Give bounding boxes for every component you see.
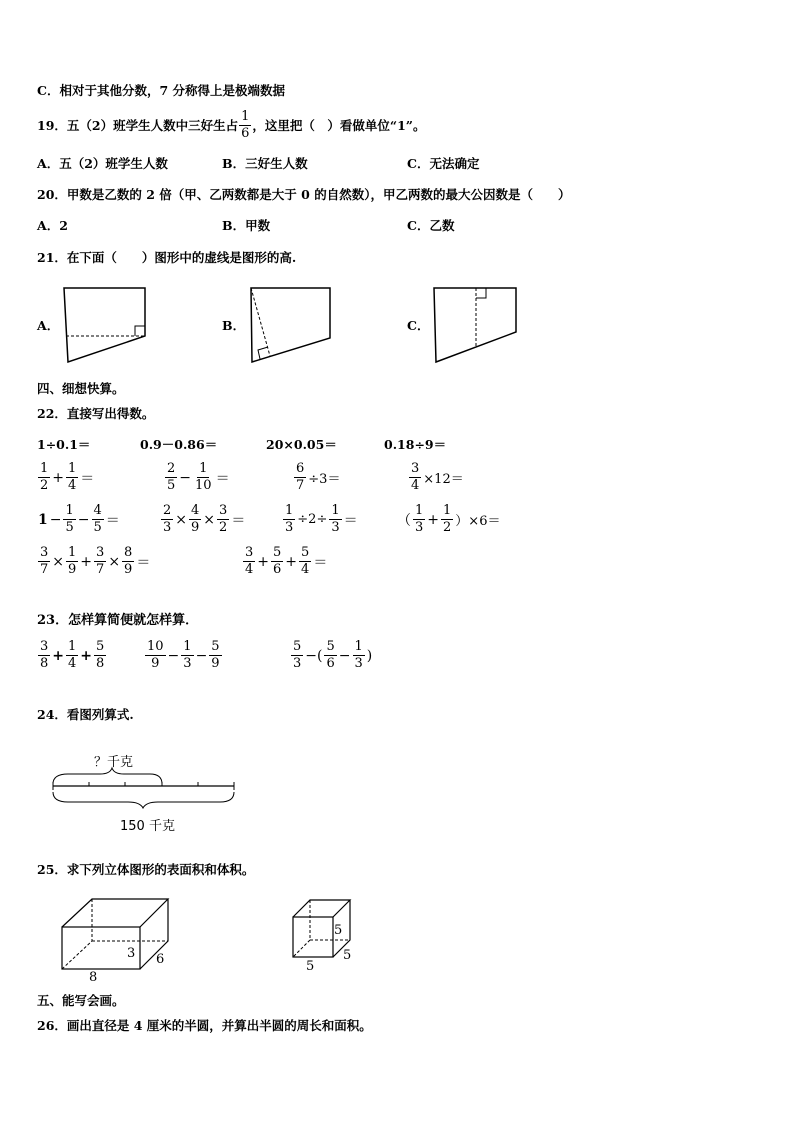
- q22-row4-expr2: $\frac{3}{4}$ + $\frac{5}{6}$ + $\frac{5}{4}$ ＝: [245, 545, 328, 577]
- q25-cube-height: 5: [334, 923, 343, 938]
- q21-figure-a: [60, 284, 152, 366]
- q24-segment-diagram: [48, 766, 240, 814]
- q23-expr1: $\frac{3}{8}$ + $\frac{1}{4}$ + $\frac{5}{8}$: [40, 639, 105, 671]
- q20-stem: 20．甲数是乙数的 2 倍（甲、乙两数都是大于 0 的自然数），甲乙两数的最大公因数是（ ）: [37, 187, 571, 202]
- q21-label-c: C．: [407, 318, 430, 333]
- q22-row3-expr3: $\frac{1}{3}$ ÷2÷ $\frac{1}{3}$ ＝: [285, 503, 358, 535]
- q25-cube-width: 5: [343, 948, 352, 963]
- q24-top-label: ？千克: [94, 755, 134, 770]
- q25-cuboid-length: 8: [89, 970, 98, 985]
- q22-row2-expr1: $\frac{1}{2}$ + $\frac{1}{4}$ ＝: [40, 461, 95, 493]
- q19-frac-den: 6: [241, 126, 250, 141]
- q22-row2-expr2: $\frac{2}{5}$ − $\frac{1}{10}$ ＝: [167, 461, 230, 493]
- q22-row4-expr1: $\frac{3}{7}$ × $\frac{1}{9}$ + $\frac{3}{7}$ × $\frac{8}{9}$ ＝: [40, 545, 151, 577]
- q22-stem: 22．直接写出得数。: [37, 406, 155, 421]
- q22-row3-expr4: （ $\frac{1}{3}$ + $\frac{1}{2}$ ）×6＝: [397, 503, 501, 535]
- q21-label-a: A．: [37, 318, 60, 333]
- q23-expr2: $\frac{10}{9}$ − $\frac{1}{3}$ − $\frac{5}{9}$: [147, 639, 220, 671]
- q22-row1-item1: 1÷0.1＝: [37, 437, 91, 452]
- q21-stem: 21．在下面（ ）图形中的虚线是图形的高.: [37, 250, 297, 265]
- q23-expr3: $\frac{5}{3}$ −( $\frac{5}{6}$ − $\frac{1}{3}$ ): [293, 639, 373, 671]
- q22-row3-expr2: $\frac{2}{3}$ × $\frac{4}{9}$ × $\frac{3}{2}$ ＝: [163, 503, 246, 535]
- q19-stem: [37, 110, 425, 141]
- q20-option-b: B．甲数: [222, 218, 271, 233]
- q21-label-b: B．: [222, 318, 246, 333]
- q19-frac-num: 1: [241, 109, 250, 124]
- q19-option-a: A．五（2）班学生人数: [37, 156, 168, 171]
- q25-stem: 25．求下列立体图形的表面积和体积。: [37, 862, 255, 877]
- q26-stem: 26．画出直径是 4 厘米的半圆，并算出半圆的周长和面积。: [37, 1018, 372, 1033]
- q19-option-b: B．三好生人数: [222, 156, 308, 171]
- section-5-heading: 五、能写会画。: [37, 993, 125, 1008]
- section-4-heading: 四、细想快算。: [37, 381, 125, 396]
- q18-option-c: C．相对于其他分数，7 分称得上是极端数据: [37, 83, 285, 98]
- q24-bottom-label: 150 千克: [120, 819, 175, 834]
- q22-row3-expr1: 1 − $\frac{1}{5}$ − $\frac{4}{5}$ ＝: [38, 503, 120, 535]
- q19-option-c: C．无法确定: [407, 156, 480, 171]
- q25-cube-length: 5: [306, 959, 315, 974]
- q19-stem-after: ，这里把（ ）看做单位“1”。: [252, 117, 426, 133]
- q22-row1-item3: 20×0.05＝: [266, 437, 337, 452]
- q22-row2-expr3: $\frac{6}{7}$ ÷3＝: [296, 461, 341, 493]
- q19-stem-before: 19．五（2）班学生人数中三好生占: [37, 117, 239, 133]
- q22-row1-item4: 0.18÷9＝: [384, 437, 447, 452]
- q24-stem: 24．看图列算式.: [37, 707, 134, 722]
- q21-figure-c: [430, 284, 522, 368]
- q22-row1-item2: 0.9－0.86＝: [140, 437, 218, 452]
- q21-figure-b: [246, 284, 336, 368]
- q25-cuboid-width: 6: [156, 952, 165, 967]
- q25-cuboid-height: 3: [127, 946, 136, 961]
- q20-option-c: C．乙数: [407, 218, 455, 233]
- q22-row2-expr4: $\frac{3}{4}$ ×12＝: [411, 461, 464, 493]
- q20-option-a: A．2: [37, 218, 68, 233]
- q19-fraction: [239, 110, 251, 141]
- q23-stem: 23．怎样算简便就怎样算．: [37, 613, 199, 628]
